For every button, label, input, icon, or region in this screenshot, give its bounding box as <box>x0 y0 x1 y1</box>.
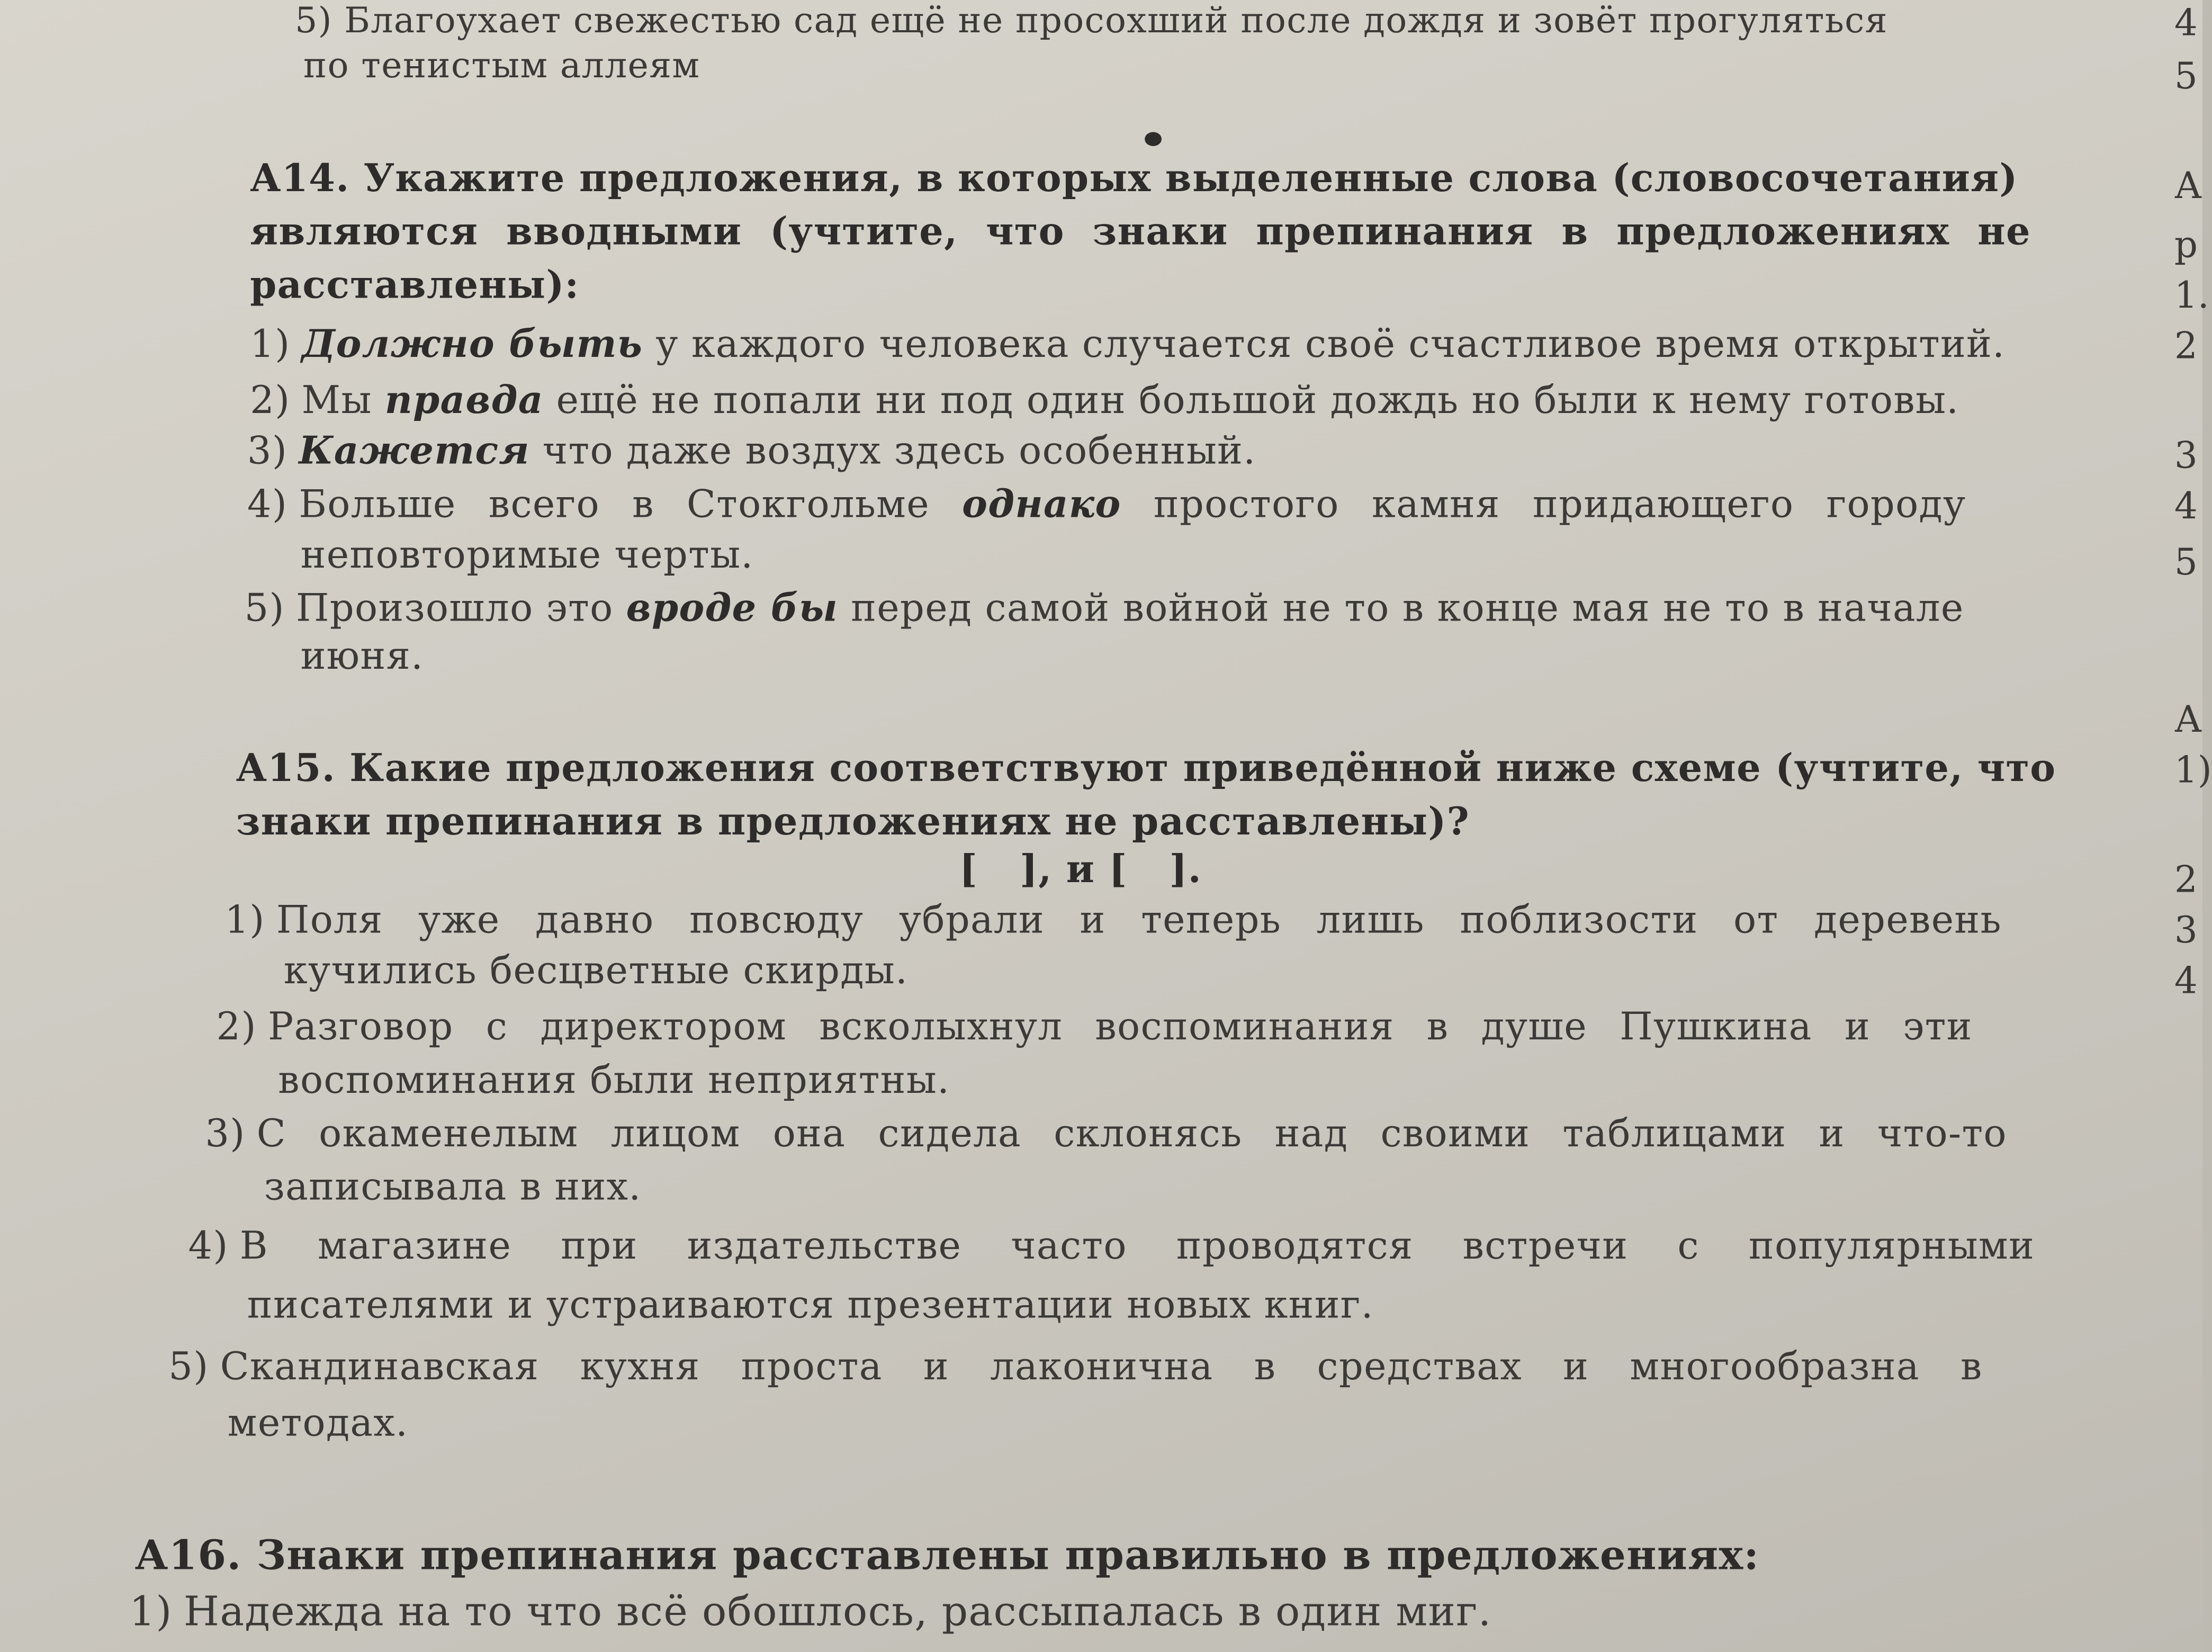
a15-title-line2: знаки препинания в предложениях не расставлены)? <box>236 801 1470 845</box>
option-text: Скандинавская кухня проста и лаконична в средствах и многообразна в <box>220 1345 1983 1389</box>
option-text: Мы <box>301 379 385 423</box>
option-text: у каждого человека случается своё счастливое время открытий. <box>643 323 2006 367</box>
highlighted-word: правда <box>384 379 544 423</box>
option-number: 5) <box>168 1345 209 1389</box>
margin-char: 3 <box>2174 910 2198 953</box>
option-number: 1) <box>129 1587 173 1636</box>
option-number: 1) <box>224 899 265 943</box>
option-number: 1) <box>250 323 291 367</box>
a15-title-line1: А15. Какие предложения соответствуют приведённой ниже схеме (учтите, что <box>236 747 2056 791</box>
a15-option-4 <box>188 1225 2035 1268</box>
a15-option-2-cont: воспоминания были неприятны. <box>278 1059 950 1103</box>
option-number: 3) <box>205 1112 246 1156</box>
option-text: простого камня придающего городу <box>1121 483 1966 527</box>
margin-char: 4 <box>2174 486 2198 528</box>
a15-option-1 <box>224 899 2001 942</box>
option-text: Разговор с директором всколыхнул воспоминания в душе Пушкина и эти <box>267 1005 1973 1049</box>
a14-option-4-cont: неповторимые черты. <box>300 534 754 578</box>
option-text: перед самой войной не то в конце мая не то в начале <box>838 587 1964 631</box>
option-text: ещё не попали ни под один большой дождь но были к нему готовы. <box>543 379 1959 423</box>
a15-option-5-cont: методах. <box>227 1402 409 1446</box>
a14-option-1 <box>250 323 2005 366</box>
option-text: В магазине при издательстве часто проводятся встречи с популярными <box>239 1225 2035 1269</box>
option-number: 5) <box>244 587 285 631</box>
margin-char: А <box>2174 699 2202 742</box>
margin-char: А <box>2174 166 2202 208</box>
a14-title-line2: являются вводными (учтите, что знаки препинания в предложениях не <box>250 210 2031 255</box>
option-text: Больше всего в Стокгольме <box>299 483 963 527</box>
a14-title-line3: расставлены): <box>250 264 580 308</box>
margin-char: 2 <box>2174 859 2198 902</box>
highlighted-word: вроде бы <box>626 587 839 631</box>
top-fragment-line1: 5) Благоухает свежестью сад ещё не просохший после дождя и зовёт прогуляться <box>295 0 1888 41</box>
a15-option-5 <box>168 1346 1982 1389</box>
highlighted-word: Должно быть <box>301 323 643 367</box>
sentence-scheme: [ ], и [ ]. <box>959 848 1202 892</box>
option-number: 2) <box>216 1005 257 1049</box>
margin-char: 4 <box>2174 960 2198 1003</box>
a14-title-line1: А14. Укажите предложения, в которых выделенные слова (словосочетания) <box>250 157 2018 201</box>
a15-option-1-cont: кучились бесцветные скирды. <box>283 949 909 993</box>
a14-option-2 <box>250 379 1959 423</box>
option-number: 2) <box>250 379 291 423</box>
margin-char: 4 <box>2174 3 2198 45</box>
option-text: Надежда на то что всё обошлось, рассыпалась в один миг. <box>183 1587 1492 1636</box>
highlighted-word: Кажется <box>299 429 530 474</box>
a14-option-5-cont: июня. <box>300 635 424 679</box>
option-text: что даже воздух здесь особенный. <box>529 429 1256 474</box>
ink-speck <box>1145 132 1162 146</box>
margin-char: 1) <box>2174 750 2212 793</box>
a15-option-3 <box>205 1112 2007 1156</box>
option-number: 3) <box>247 429 288 474</box>
margin-char: 5 <box>2174 56 2198 98</box>
margin-char: р <box>2174 225 2198 267</box>
option-text: Поля уже давно повсюду убрали и теперь лишь поблизости от деревень <box>276 899 2002 943</box>
option-text: С окаменелым лицом она сидела склонясь над своими таблицами и что-то <box>256 1112 2007 1156</box>
margin-char: 2 <box>2174 326 2198 369</box>
margin-char: 1. <box>2174 275 2209 318</box>
a15-option-3-cont: записывала в них. <box>264 1165 642 1210</box>
option-number: 4) <box>188 1225 229 1269</box>
top-fragment-line2: по тенистым аллеям <box>303 44 700 86</box>
option-text: Произошло это <box>296 587 626 631</box>
a16-option-1 <box>129 1587 1491 1635</box>
option-number: 4) <box>247 483 288 527</box>
margin-char: 3 <box>2174 435 2198 478</box>
a14-option-4 <box>247 483 1966 527</box>
highlighted-word: однако <box>962 483 1121 527</box>
a15-option-2 <box>217 1006 1973 1049</box>
a16-title: А16. Знаки препинания расставлены правильно в предложениях: <box>134 1531 1760 1579</box>
a14-option-5 <box>245 587 1964 631</box>
a14-option-3 <box>247 430 1256 473</box>
margin-char: 5 <box>2174 542 2198 585</box>
a15-option-4-cont: писателями и устраиваются презентации новых книг. <box>247 1283 1374 1328</box>
